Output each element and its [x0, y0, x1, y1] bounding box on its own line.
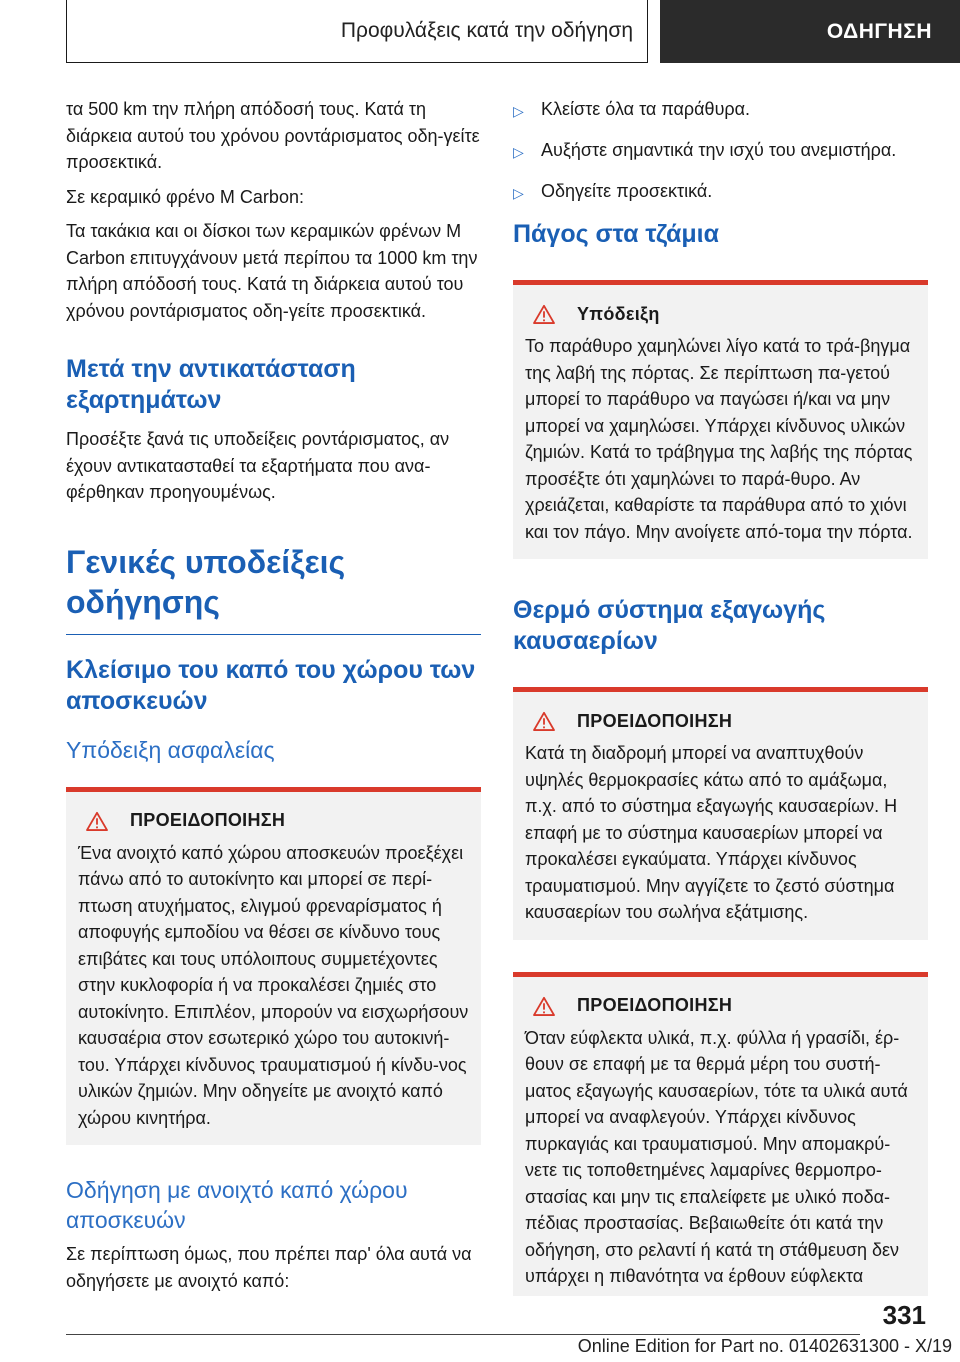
section-title: Προφυλάξεις κατά την οδήγηση — [340, 19, 633, 42]
warning-title: ΠΡΟΕΙΔΟΠΟΙΗΣΗ — [577, 710, 733, 731]
note-box — [513, 280, 928, 559]
warning-text: Όταν εύφλεκτα υλικά, π.χ. φύλλα ή γρασίδι, έρ‐θουν σε επαφή με τα θερμά μέρη του συστή‐ματος εξαγωγής καυσαερίων, τότε τα υλικά αυτά μπορεί να αναφλεγούν. Υπάρχει κίνδυνος πυρκαγιάς και τραυματισμού. Μην απομακρύ‐νετε τις τοποθετημένες λαμαρίνες θερμοπρο‐στασίας και μην τις επαλείφετε με υλικό ποδα‐πέδιας προστασίας. Βεβαιωθείτε ότι κατά την οδήγηση, στο ρελαντί ή κατά τη στάθμευση δεν υπάρχει η πιθανότητα να έρθουν εύφλεκτα — [525, 1027, 908, 1286]
list-item: ▷ Αυξήστε σημαντικά την ισχύ του ανεμιστήρα. — [513, 137, 928, 165]
heading-frost-on-windows: Πάγος στα τζάμια — [513, 220, 719, 248]
warning-title: ΠΡΟΕΙΔΟΠΟΙΗΣΗ — [130, 810, 286, 830]
paragraph: Προσέξτε ξανά τις υποδείξεις ροντάρισματος, αν έχουν αντικατασταθεί τα εξαρτήματα που ανα‐φέρθηκαν προηγουμένως. — [66, 429, 450, 502]
paragraph: τα 500 km την πλήρη απόδοσή τους. Κατά τη διάρκεια αυτού του χρόνου ροντάρισματος οδη‐γείτε προσεκτικά. — [66, 99, 480, 172]
header-section-title — [66, 0, 648, 63]
footer-edition: Online Edition for Part no. 01402631300 - X/19 — [577, 1336, 952, 1356]
header-chapter-tab — [660, 0, 960, 63]
bullet-list — [513, 96, 928, 206]
right-column — [513, 96, 928, 1296]
list-item: ▷ Οδηγείτε προσεκτικά. — [513, 178, 928, 206]
heading-after-replacement: Μετά την αντικατάσταση εξαρτημάτων — [66, 355, 356, 414]
warning-triangle-icon — [533, 711, 555, 731]
warning-title: ΠΡΟΕΙΔΟΠΟΙΗΣΗ — [577, 995, 733, 1015]
page-number: 331 — [882, 1300, 926, 1330]
paragraph: Σε περίπτωση όμως, που πρέπει παρ' όλα αυτά να οδηγήσετε με ανοιχτό καπό: — [66, 1244, 472, 1291]
heading-rule — [66, 634, 481, 635]
note-title: Υπόδειξη — [577, 303, 660, 324]
triangle-bullet-icon: ▷ — [513, 144, 524, 160]
triangle-bullet-icon: ▷ — [513, 185, 524, 201]
paragraph: Σε κεραμικό φρένο M Carbon: — [66, 186, 304, 207]
heading-safety-note: Υπόδειξη ασφαλείας — [66, 736, 275, 763]
triangle-bullet-icon: ▷ — [513, 103, 524, 119]
warning-box — [66, 787, 481, 1146]
left-column — [66, 96, 481, 1302]
warning-text: Ένα ανοιχτό καπό χώρου αποσκευών προεξέχει πάνω από το αυτοκίνητο και μπορεί σε περί‐πτωση ατυχήματος, ελιγμού φρεναρίσματος ή αποφυγής εμποδίου να θέσει σε κίνδυνο τους επιβάτες και τους υπόλοιπους συμμετέχοντες στην κυκλοφορία ή να προκαλέσει ζημιές στο αυτοκίνητο. Επιπλέον, μπορούν να εισχωρήσουν καυσαέρια στον εσωτερικό χώρο του αυτοκινή‐του. Υπάρχει κίνδυνος τραυματισμού ή κίνδυ‐νος υλικών ζημιών. Μην οδηγείτε με ανοιχτό καπό χώρου κινητήρα. — [78, 842, 469, 1128]
note-text: Το παράθυρο χαμηλώνει λίγο κατά το τρά‐βηγμα της λαβή της πόρτας. Σε περίπτωση πα‐γετού μπορεί το παράθυρο να παγώσει ή/και να μην μπορεί να χαμηλώσει. Υπάρχει κίνδυνος υλικών ζημιών. Κατά το τράβηγμα της λαβής της πόρτας προσέξτε ότι χαμηλώνει το παρά‐θυρο. Αν χρειάζεται, καθαρίστε τα παράθυρα από το χιόνι και τον πάγο. Μην ανοίγετε από‐τομα την πόρτα. — [525, 336, 913, 542]
heading-driving-open-trunk: Οδήγηση με ανοιχτό καπό χώρου αποσκευών — [66, 1177, 408, 1233]
warning-triangle-icon — [533, 996, 555, 1016]
heading-closing-trunk: Κλείσιμο του καπό του χώρου των αποσκευών — [66, 655, 476, 715]
footer-rule — [66, 1334, 860, 1335]
heading-general-driving-notes: Γενικές υποδείξεις οδήγησης — [66, 543, 346, 620]
warning-triangle-icon — [86, 811, 108, 831]
warning-text: Κατά τη διαδρομή μπορεί να αναπτυχθούν υψηλές θερμοκρασίες κάτω από το αμάξωμα, π.χ. από το σύστημα εξαγωγής καυσαερίων. Η επαφή με το σύστημα καυσαερίων μπορεί να προκαλέσει εγκαύματα. Υπάρχει κίνδυνος τραυματισμού. Μην αγγίζετε το ζεστό σύστημα καυσαερίων του σωλήνα εξάτμισης. — [525, 743, 898, 922]
heading-hot-exhaust: Θερμό σύστημα εξαγωγής καυσαερίων — [513, 596, 826, 655]
warning-triangle-icon — [533, 304, 555, 324]
list-item: ▷ Κλείστε όλα τα παράθυρα. — [513, 96, 928, 124]
paragraph: Τα τακάκια και οι δίσκοι των κεραμικών φρένων M Carbon επιτυγχάνουν μετά περίπου τα 1000 km την πλήρη απόδοσή τους. Κατά τη διάρκεια αυτού του χρόνου ροντάρισματος οδη‐γείτε προσεκτικά. — [66, 221, 478, 321]
warning-box — [513, 972, 928, 1296]
warning-box — [513, 687, 928, 940]
chapter-title: ΟΔΗΓΗΣΗ — [826, 19, 932, 43]
